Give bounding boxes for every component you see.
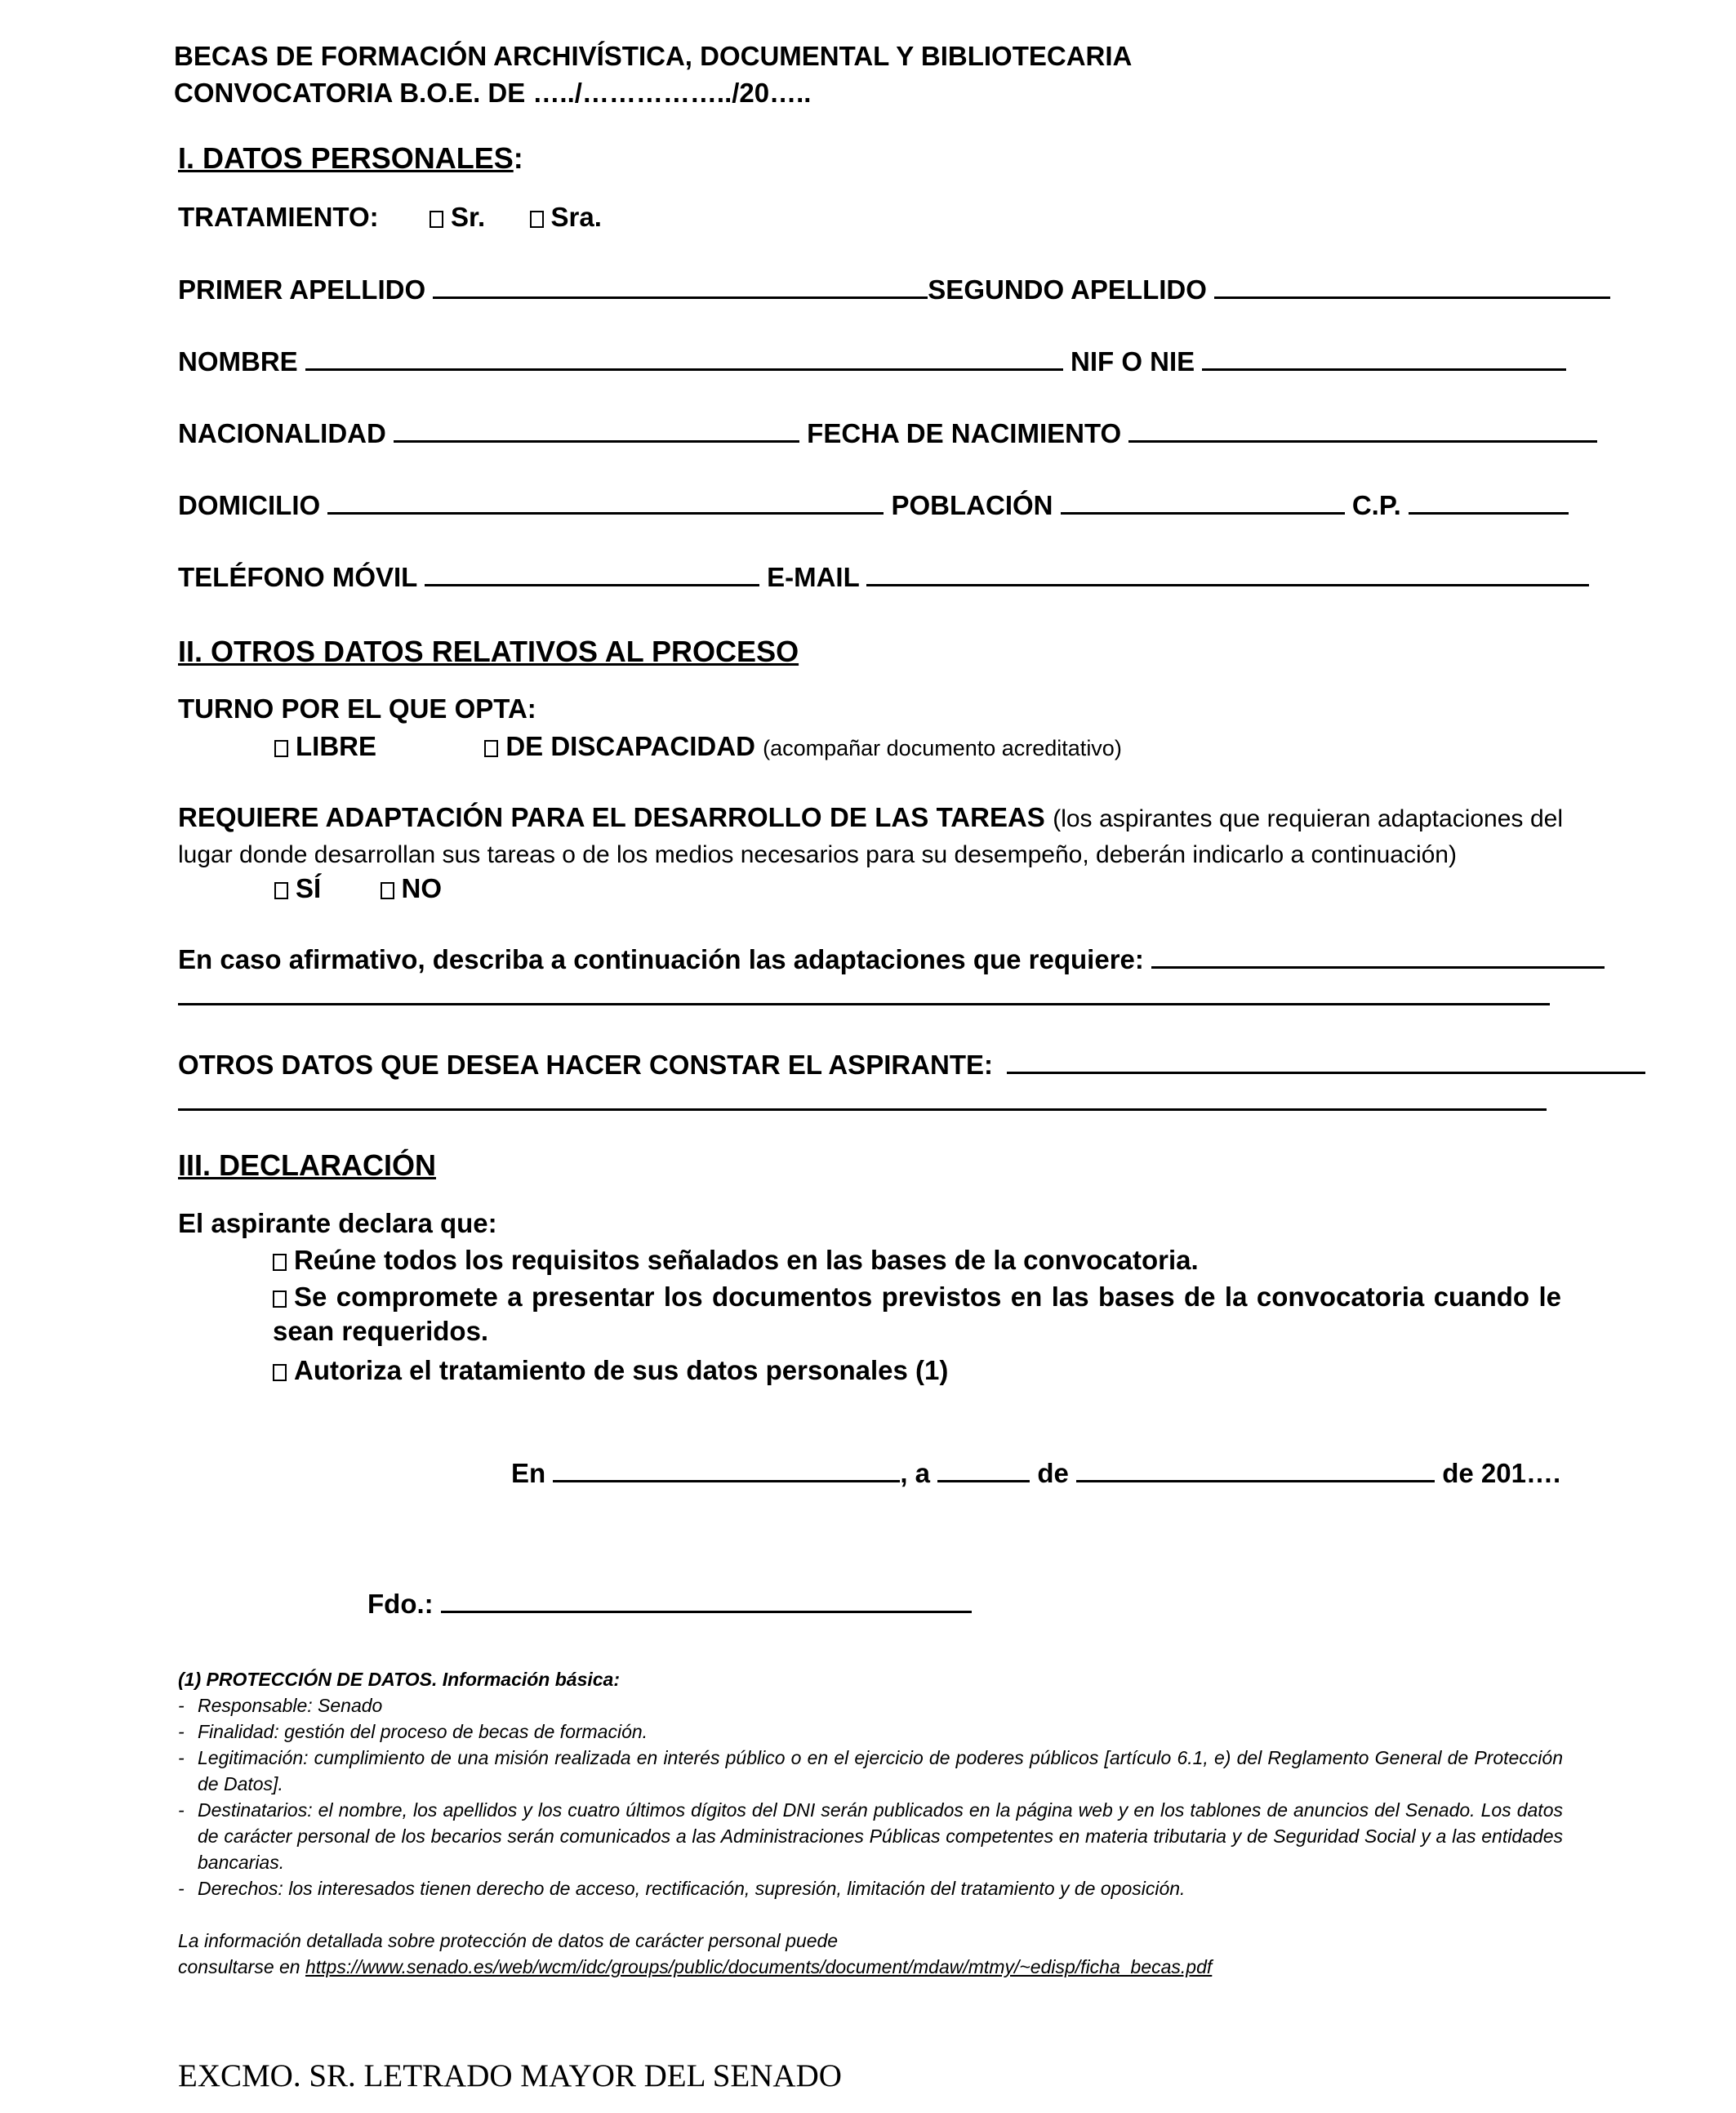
- email-field[interactable]: [866, 559, 1589, 586]
- declaration-intro: El aspirante declara que:: [178, 1208, 497, 1238]
- nacionalidad-label: NACIONALIDAD: [178, 418, 386, 448]
- domicilio-row: [178, 488, 1569, 523]
- libre-checkbox[interactable]: [274, 740, 288, 757]
- domicilio-field[interactable]: [327, 488, 884, 515]
- declaration-item-3-text: Autoriza el tratamiento de sus datos personales (1): [294, 1355, 949, 1385]
- addressee: EXCMO. SR. LETRADO MAYOR DEL SENADO: [178, 2058, 842, 2093]
- footnote-item-1: - Responsable: Senado: [178, 1695, 383, 1716]
- nombre-label: NOMBRE: [178, 346, 298, 377]
- turno-discapacidad-option[interactable]: [484, 731, 755, 761]
- footnote-title: (1) PROTECCIÓN DE DATOS. Información básica:: [178, 1669, 621, 1690]
- nacionalidad-field[interactable]: [394, 416, 799, 443]
- de-label: de: [1037, 1458, 1069, 1488]
- no-label: NO: [401, 873, 443, 903]
- telefono-label: TELÉFONO MÓVIL: [178, 562, 417, 592]
- section-declaration-title: III. DECLARACIÓN: [178, 1148, 437, 1182]
- signature-row: [367, 1586, 972, 1621]
- turno-label: TURNO POR EL QUE OPTA:: [178, 693, 536, 724]
- poblacion-field[interactable]: [1061, 488, 1345, 515]
- fdo-label: Fdo.:: [367, 1589, 434, 1619]
- email-label: E-MAIL: [767, 562, 860, 592]
- year-label: de 201….: [1442, 1458, 1561, 1488]
- segundo-apellido-field[interactable]: [1214, 272, 1610, 299]
- adaptacion-si-option[interactable]: [274, 873, 321, 903]
- footnote-item-3: - Legitimación: cumplimiento de una misión realizada en interés público o en el ejercicio de poderes públicos [artículo 6.1, e) del Reglamento General de Protección de Datos].: [178, 1747, 1563, 1794]
- si-label: SÍ: [296, 873, 322, 903]
- segundo-apellido-label: SEGUNDO APELLIDO: [928, 274, 1207, 305]
- telefono-field[interactable]: [425, 559, 759, 586]
- declaration-item-2[interactable]: [273, 1280, 1561, 1348]
- declaration-checkbox-2[interactable]: [273, 1291, 287, 1308]
- sr-checkbox[interactable]: [430, 211, 443, 228]
- section-personal-data-title: I. DATOS PERSONALES: [178, 141, 514, 175]
- sr-option[interactable]: [430, 202, 485, 232]
- primer-apellido-label: PRIMER APELLIDO: [178, 274, 426, 305]
- adaptacion-no-option[interactable]: [381, 873, 443, 903]
- otros-datos-field-line-2[interactable]: [178, 1108, 1547, 1111]
- nif-label: NIF O NIE: [1071, 346, 1195, 377]
- sra-option[interactable]: [530, 202, 602, 232]
- a-label: , a: [900, 1458, 931, 1488]
- footnote-item-2: - Finalidad: gestión del proceso de becas de formación.: [178, 1721, 648, 1742]
- form-header-title: BECAS DE FORMACIÓN ARCHIVÍSTICA, DOCUMENTAL Y BIBLIOTECARIA: [174, 41, 1133, 71]
- no-checkbox[interactable]: [381, 882, 394, 899]
- month-field[interactable]: [1076, 1455, 1435, 1482]
- otros-datos-row: [178, 1047, 1645, 1082]
- primer-apellido-field[interactable]: [433, 272, 928, 299]
- fecha-nacimiento-field[interactable]: [1128, 416, 1597, 443]
- declaration-item-2-text: Se compromete a presentar los documentos previstos en las bases de la convocatoria cuando le sean requeridos.: [273, 1282, 1561, 1346]
- declaration-item-1-text: Reúne todos los requisitos señalados en las bases de la convocatoria.: [294, 1245, 1199, 1275]
- place-field[interactable]: [553, 1455, 900, 1482]
- signature-field[interactable]: [441, 1586, 972, 1613]
- afirmativo-field[interactable]: [1151, 942, 1605, 969]
- turno-libre-option[interactable]: [274, 731, 376, 761]
- adaptacion-title: REQUIERE ADAPTACIÓN PARA EL DESARROLLO DE LAS TAREAS: [178, 802, 1045, 832]
- section-title-colon: :: [513, 141, 523, 175]
- nombre-row: [178, 344, 1566, 379]
- adaptacion-paragraph: [178, 800, 1563, 872]
- sra-checkbox[interactable]: [530, 211, 544, 228]
- turno-options: [274, 729, 1122, 765]
- declaration-item-3[interactable]: [273, 1353, 948, 1388]
- footnote-more-info-line-1: La información detallada sobre protección de datos de carácter personal puede: [178, 1930, 839, 1951]
- afirmativo-row: [178, 942, 1605, 977]
- nacionalidad-row: [178, 416, 1597, 451]
- footnote-item-5: - Derechos: los interesados tienen derecho de acceso, rectificación, supresión, limitación del tratamiento y de oposición.: [178, 1878, 1186, 1899]
- form-header-convocatoria: CONVOCATORIA B.O.E. DE …../……………../20…..: [174, 78, 812, 108]
- cp-label: C.P.: [1351, 490, 1401, 520]
- sr-label: Sr.: [450, 202, 486, 232]
- apellidos-row: [178, 272, 1610, 307]
- sra-label: Sra.: [550, 202, 602, 232]
- nombre-field[interactable]: [305, 344, 1063, 371]
- footnote-item-4: - Destinatarios: el nombre, los apellidos y los cuatro últimos dígitos del DNI serán publicados en la página web y en los tablones de anuncios del Senado. Los datos de carácter personal de los becarios serán comunicados a las Administraciones Públicas competentes en materia tributaria y de Seguridad Social y a las entidades bancarias.: [178, 1799, 1563, 1873]
- discapacidad-checkbox[interactable]: [484, 740, 498, 757]
- afirmativo-label: En caso afirmativo, describa a continuación las adaptaciones que requiere:: [178, 944, 1144, 974]
- declaration-checkbox-1[interactable]: [273, 1254, 287, 1271]
- telefono-row: [178, 559, 1589, 595]
- declaration-checkbox-3[interactable]: [273, 1364, 287, 1381]
- fecha-nacimiento-label: FECHA DE NACIMIENTO: [807, 418, 1122, 448]
- footnote-consult-text: consultarse en: [178, 1956, 300, 1977]
- afirmativo-field-line-2[interactable]: [178, 1003, 1550, 1005]
- si-checkbox[interactable]: [274, 882, 288, 899]
- cp-field[interactable]: [1409, 488, 1569, 515]
- libre-label: LIBRE: [296, 731, 376, 761]
- adaptacion-options: [274, 872, 442, 906]
- poblacion-label: POBLACIÓN: [891, 490, 1053, 520]
- otros-datos-label: OTROS DATOS QUE DESEA HACER CONSTAR EL ASPIRANTE:: [178, 1050, 994, 1080]
- tratamiento-row: [178, 200, 602, 234]
- otros-datos-field[interactable]: [1007, 1047, 1645, 1074]
- section-personal-data-heading: [178, 140, 523, 177]
- footnote-list: [178, 1692, 1563, 1901]
- privacy-info-link[interactable]: https://www.senado.es/web/wcm/idc/groups/public/documents/document/mdaw/mtmy/~edisp/ficha_becas.pdf: [305, 1956, 1213, 1977]
- adaptacion-note: (los aspirantes que requieran adaptaciones del lugar donde desarrollan sus tareas o de los medios necesarios para su desempeño, deberán indicarlo a continuación): [178, 805, 1563, 868]
- tratamiento-label: TRATAMIENTO:: [178, 202, 379, 232]
- en-label: En: [511, 1458, 546, 1488]
- domicilio-label: DOMICILIO: [178, 490, 321, 520]
- section-process-title: II. OTROS DATOS RELATIVOS AL PROCESO: [178, 635, 799, 668]
- footnote-more-info-line-2: [178, 1954, 1212, 1980]
- place-date-row: [511, 1455, 1560, 1491]
- discapacidad-label: DE DISCAPACIDAD: [505, 731, 755, 761]
- nif-field[interactable]: [1202, 344, 1566, 371]
- discapacidad-note: (acompañar documento acreditativo): [763, 736, 1122, 760]
- declaration-item-1[interactable]: [273, 1243, 1199, 1277]
- day-field[interactable]: [937, 1455, 1030, 1482]
